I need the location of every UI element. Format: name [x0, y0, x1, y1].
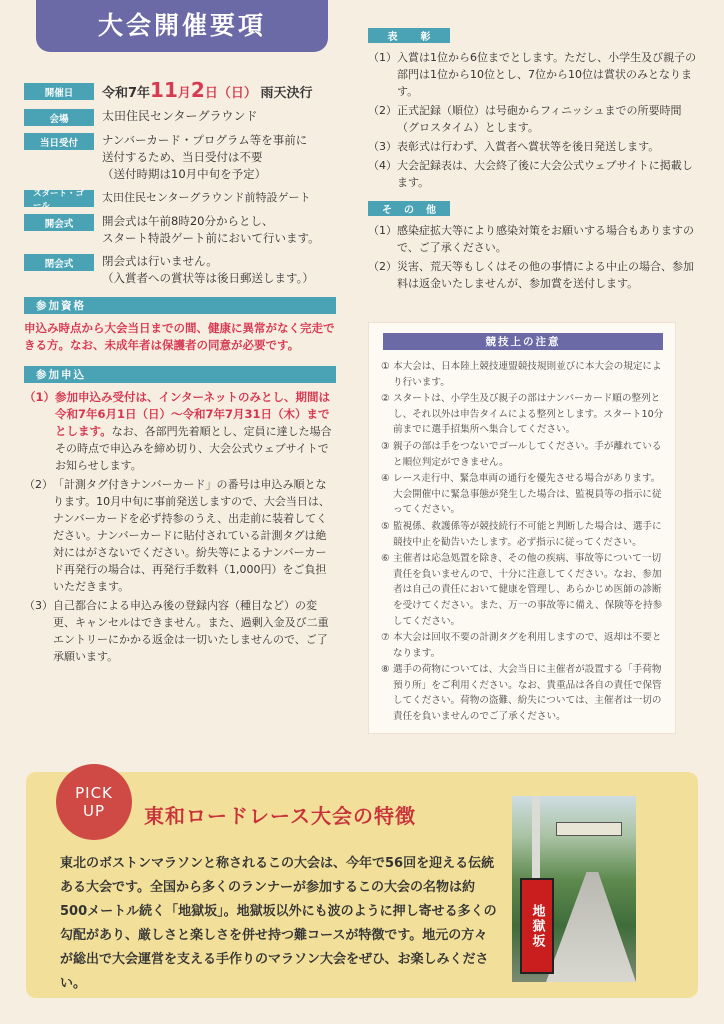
- item-text: 入賞は1位から6位までとします。ただし、小学生及び親子の部門は1位から10位とし、7位から10位は賞状のみとなります。: [397, 51, 697, 98]
- date-month: 11: [150, 78, 178, 102]
- application-item: [24, 389, 336, 474]
- award-item: [368, 49, 698, 100]
- pickup-box: [26, 772, 698, 998]
- application-header: 参加申込: [24, 366, 336, 383]
- info-line: スタート特設ゲート前において行います。: [102, 231, 320, 245]
- item-number: （2）: [368, 104, 397, 117]
- note-text: 本大会は回収不要の計測タグを利用しますので、返却は不要となります。: [393, 632, 662, 659]
- other-item: [368, 222, 698, 256]
- info-value: [102, 253, 336, 287]
- pickup-badge: [56, 764, 132, 840]
- item-number: （3）: [24, 599, 53, 612]
- item-text: 表彰式は行わず、入賞者へ賞状等を後日発送します。: [397, 140, 660, 153]
- date-day-unit: 日（日）: [204, 86, 257, 101]
- note-text: 本大会は、日本陸上競技連盟競技規則並びに本大会の規定により行います。: [393, 361, 662, 388]
- item-number: （1）: [368, 224, 397, 237]
- item-text: 正式記録（順位）は号砲からフィニッシュまでの所要時間（グロスタイム）とします。: [397, 104, 682, 134]
- info-label: 会場: [24, 109, 94, 126]
- other-header: [368, 201, 450, 216]
- info-line: 閉会式は行いません。: [102, 254, 218, 268]
- item-number: （4）: [368, 159, 397, 172]
- info-row-date: [24, 78, 336, 102]
- header-char: 他: [426, 205, 436, 216]
- note-item: [381, 359, 665, 390]
- award-item: [368, 157, 698, 191]
- note-number: ①: [381, 361, 390, 372]
- pickup-body: 東北のボストンマラソンと称されるこの大会は、今年で56回を迎える伝統ある大会です。全国から多くのランナーが参加するこの大会の名物は約500メートル続く「地獄坂」。地獄坂以外にも波のように押し寄せる多くの勾配があり、厳しさと楽しさを併せ持つ難コースが特徴です。地元の方々が総出で大会運営を支える手作りのマラソン大会をぜひ、お楽しみください。: [60, 856, 497, 991]
- item-number: （2）: [24, 478, 53, 491]
- note-item: [381, 551, 665, 629]
- notes-header: 競技上の注意: [383, 333, 663, 350]
- award-header: [368, 28, 450, 43]
- competition-notes-box: [368, 322, 676, 734]
- note-number: ④: [381, 473, 390, 485]
- date-year: 令和7年: [102, 86, 151, 101]
- info-value: 太田住民センターグラウンド前特設ゲート: [102, 191, 311, 204]
- info-row-venue: [24, 108, 336, 126]
- application-list: [24, 389, 336, 665]
- note-item: [381, 439, 665, 470]
- info-label: 開会式: [24, 214, 94, 231]
- header-char: そ: [382, 205, 392, 216]
- application-text: 「計測タグ付きナンバーカード」の番号は申込み順となります。10月中旬に事前発送しますので、大会当日は、ナンバーカードを必ず持参のうえ、出走前に装着してください。ナンバーカードに貼付されている計測タグは絶対にはがさないでください。紛失等によるナンバーカード再発行の場合は、再発行手数料（1,000円）をご負担いただきます。: [53, 478, 330, 593]
- pickup-badge-line: PICK: [75, 784, 113, 802]
- info-row-start: [24, 188, 336, 211]
- eligibility-text: 申込み時点から大会当日までの間、健康に異常がなく完走できる方。なお、未成年者は保護者の同意が必要です。: [24, 321, 335, 352]
- eligibility-header: 参加資格: [24, 297, 336, 314]
- info-row-reception: [24, 132, 336, 183]
- info-row-closing: [24, 253, 336, 287]
- info-value: [102, 78, 336, 102]
- info-line: （送付時期は10月中旬を予定）: [102, 167, 267, 181]
- note-text: 監視係、救護係等が競技続行不可能と判断した場合は、選手に競技中止を勧告いたします。必ず指示に従ってください。: [393, 520, 662, 548]
- info-value: 太田住民センターグラウンド: [102, 109, 258, 123]
- award-item: [368, 138, 698, 155]
- note-number: ⑦: [381, 632, 390, 644]
- other-item: [368, 258, 698, 292]
- note-number: ⑤: [381, 520, 390, 532]
- pickup-title: 東和ロードレース大会の特徴: [144, 804, 416, 828]
- note-number: ③: [381, 440, 390, 452]
- note-number: ⑥: [381, 553, 390, 565]
- photo-road: [546, 872, 636, 982]
- info-line: 開会式は午前8時20分からとし、: [102, 214, 274, 228]
- note-item: [381, 662, 665, 724]
- item-text: 感染症拡大等により感染対策をお願いする場合もありますので、ご了承ください。: [397, 224, 694, 254]
- note-item: [381, 630, 665, 661]
- item-number: （1）: [24, 390, 56, 404]
- photo-gate-sign: [556, 822, 622, 836]
- date-day: 2: [190, 78, 205, 102]
- info-label: 当日受付: [24, 133, 94, 150]
- right-column: [368, 28, 698, 294]
- note-number: ②: [381, 393, 390, 405]
- header-char: 彰: [420, 32, 431, 43]
- application-item: [24, 597, 336, 665]
- info-value: [102, 132, 336, 183]
- info-label: 閉会式: [24, 254, 94, 271]
- application-text: なお、各部門先着順とし、定員に達した場合その時点で申込みを締め切り、大会公式ウェブサイトでお知らせします。: [55, 425, 332, 472]
- note-number: ⑧: [381, 664, 390, 676]
- award-list: [368, 49, 698, 191]
- application-red-text: 参加申込み受付は、インターネットのみとし、期間は令和7年6月1日（日）～令和7年7月31日（木）までとします。: [55, 390, 330, 438]
- info-value: [102, 213, 336, 247]
- info-line: （入賞者への賞状等は後日郵送します。）: [102, 271, 314, 285]
- info-label: スタート・ゴール: [24, 190, 94, 207]
- pickup-badge-line: UP: [82, 802, 106, 820]
- note-item: [381, 471, 665, 518]
- item-number: （2）: [368, 260, 397, 273]
- info-line: ナンバーカード・プログラム等を事前に: [102, 133, 308, 147]
- note-text: 選手の荷物については、大会当日に主催者が設置する「手荷物預り所」をご利用ください。なお、貴重品は各自の責任で保管してください。荷物の盗難、紛失については、主催者は一切の責任を負いませんのでご了承ください。: [393, 664, 662, 723]
- other-list: [368, 222, 698, 292]
- note-text: スタートは、小学生及び親子の部はナンバーカード順の整列とし、それ以外は申告タイムによる整列とします。スタート10分前までに選手招集所へ集合してください。: [393, 393, 664, 436]
- rain-note: 雨天決行: [260, 86, 313, 101]
- jigokuzaka-photo: [512, 796, 636, 982]
- photo-jigokuzaka-sign: 地獄坂: [520, 878, 554, 974]
- info-label: 開催日: [24, 83, 94, 100]
- note-item: [381, 519, 665, 550]
- header-char: の: [404, 205, 414, 216]
- note-item: [381, 391, 665, 438]
- note-text: レース走行中、緊急車両の通行を優先させる場合があります。大会開催中に緊急事態が発生した場合は、監視員等の指示に従ってください。: [393, 473, 662, 516]
- header-char: 表: [387, 32, 398, 43]
- application-item: [24, 476, 336, 595]
- application-text: 自己都合による申込み後の登録内容（種目など）の変更、キャンセルはできません。また、過剰入金及び二重エントリーにかかる返金は一切いたしませんので、ご了承願います。: [53, 599, 329, 663]
- note-text: 主催者は応急処置を除き、その他の疾病、事故等について一切責任を負いませんので、十分に注意してください。なお、参加者は自己の責任において健康を管理し、あらかじめ医師の診断を受けてください。また、万一の事故等に備え、保険等を持参してください。: [393, 553, 663, 627]
- item-text: 災害、荒天等もしくはその他の事情による中止の場合、参加料は返金いたしませんが、参加賞を送付します。: [397, 260, 694, 290]
- left-column: [24, 78, 336, 667]
- info-line: 送付するため、当日受付は不要: [102, 150, 263, 164]
- date-month-unit: 月: [177, 86, 191, 101]
- award-item: [368, 102, 698, 136]
- info-row-opening: [24, 213, 336, 247]
- item-number: （1）: [368, 51, 397, 64]
- page-title: 大会開催要項: [36, 0, 328, 52]
- item-text: 大会記録表は、大会終了後に大会公式ウェブサイトに掲載します。: [397, 159, 693, 189]
- note-text: 親子の部は手をつないでゴールしてください。手が離れていると順位判定ができません。: [393, 440, 662, 468]
- item-number: （3）: [368, 140, 397, 153]
